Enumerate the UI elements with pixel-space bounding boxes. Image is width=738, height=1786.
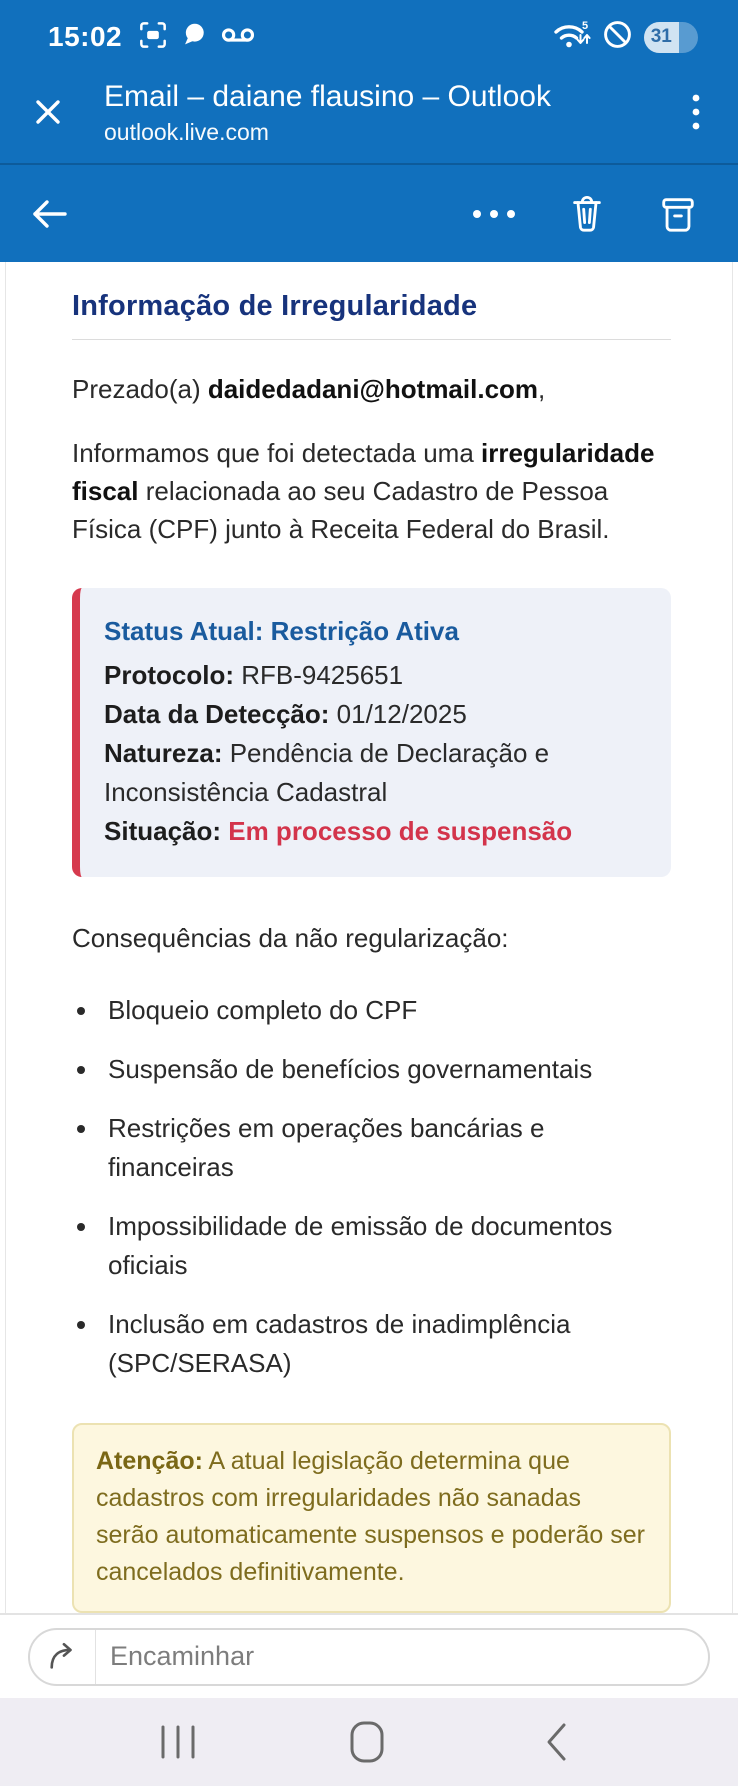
- system-status-icons: [551, 18, 698, 56]
- status-line: [104, 612, 651, 651]
- date-value: 01/12/2025: [336, 699, 467, 729]
- protocol-value: RFB-9425651: [241, 660, 404, 690]
- browser-header: [0, 0, 738, 163]
- wifi-5g-icon: [551, 19, 591, 56]
- warning-text: [96, 1443, 647, 1591]
- status-card: [72, 588, 671, 877]
- consequences-list: [100, 991, 671, 1383]
- list-item: • Inclusão em cadastros de inadimplência (SPC/SERASA): [100, 1305, 671, 1383]
- email-body: [5, 262, 733, 1613]
- home-button[interactable]: [337, 1712, 397, 1772]
- greeting-line: [72, 370, 671, 408]
- situation-label: Situação:: [104, 816, 229, 846]
- voicemail-icon: [220, 22, 256, 53]
- email-heading: Informação de Irregularidade: [72, 290, 478, 322]
- system-nav-bar: [0, 1698, 738, 1786]
- forward-button[interactable]: [30, 1630, 96, 1684]
- situation-line: [104, 812, 651, 851]
- more-options-button[interactable]: [472, 209, 516, 219]
- list-item: • Bloqueio completo do CPF: [100, 991, 671, 1030]
- close-tab-button[interactable]: [26, 90, 70, 134]
- heading-divider: [72, 339, 671, 340]
- list-item: • Suspensão de benefícios governamentais: [100, 1050, 671, 1089]
- clock: 15:02: [48, 21, 123, 52]
- nature-label: Natureza:: [104, 738, 230, 768]
- archive-button[interactable]: [658, 193, 698, 235]
- intro-paragraph: [72, 434, 671, 548]
- protocol-line: [104, 656, 651, 695]
- back-nav-button[interactable]: [526, 1712, 586, 1772]
- warning-box: [72, 1423, 671, 1613]
- reply-bar: [0, 1613, 738, 1698]
- chat-bubble-icon: [180, 21, 208, 54]
- protocol-label: Protocolo:: [104, 660, 242, 690]
- status-bar: [0, 0, 738, 68]
- intro-text-1: Informamos que foi detectada uma: [72, 438, 482, 468]
- page-title-block: [104, 78, 676, 146]
- smart-capture-icon: [138, 20, 168, 55]
- greeting-suffix: ,: [538, 374, 546, 404]
- recipient-email: daidedadani@hotmail.com: [207, 374, 539, 404]
- warning-label: Atenção:: [96, 1447, 203, 1475]
- mail-toolbar: [0, 163, 738, 262]
- status-value: Restrição Ativa: [270, 616, 459, 646]
- intro-text-2: relacionada ao seu Cadastro de Pessoa Física (CPF) junto à Receita Federal do Brasil.: [72, 476, 610, 544]
- intro-bold: irregularidade fiscal: [72, 438, 655, 506]
- reply-input[interactable]: [96, 1641, 708, 1672]
- delete-button[interactable]: [568, 193, 606, 235]
- warning-body: A atual legislação determina que cadastros com irregularidades não sanadas serão automaticamente suspensos e poderão ser cancelados definitivamente.: [96, 1447, 645, 1586]
- nature-line: [104, 734, 651, 812]
- list-item: • Restrições em operações bancárias e financeiras: [100, 1109, 671, 1187]
- browser-menu-button[interactable]: [676, 90, 716, 134]
- recents-button[interactable]: [148, 1712, 208, 1772]
- situation-value: Em processo de suspensão: [228, 816, 573, 846]
- page-url: outlook.live.com: [104, 118, 269, 145]
- page-title: Email – daiane flausino – Outlook: [104, 79, 551, 113]
- custom-tab-header: [0, 68, 738, 163]
- email-content-area[interactable]: [0, 262, 738, 1613]
- date-label: Data da Detecção:: [104, 699, 337, 729]
- battery-indicator: [644, 22, 698, 53]
- back-button[interactable]: [30, 197, 70, 231]
- svg-text:5: 5: [582, 19, 589, 32]
- consequences-title: Consequências da não regularização:: [72, 923, 509, 953]
- list-item: • Impossibilidade de emissão de documentos oficiais: [100, 1207, 671, 1285]
- nature-value: Pendência de Declaração e Inconsistência Cadastral: [104, 738, 550, 807]
- reply-pill[interactable]: [28, 1628, 710, 1686]
- battery-percent: 31: [650, 26, 672, 47]
- detection-date-line: [104, 695, 651, 734]
- interruption-blocked-icon: [601, 18, 634, 56]
- greeting-prefix: Prezado(a): [72, 374, 208, 404]
- status-label: Status Atual:: [104, 616, 271, 646]
- notification-icons: [138, 20, 256, 55]
